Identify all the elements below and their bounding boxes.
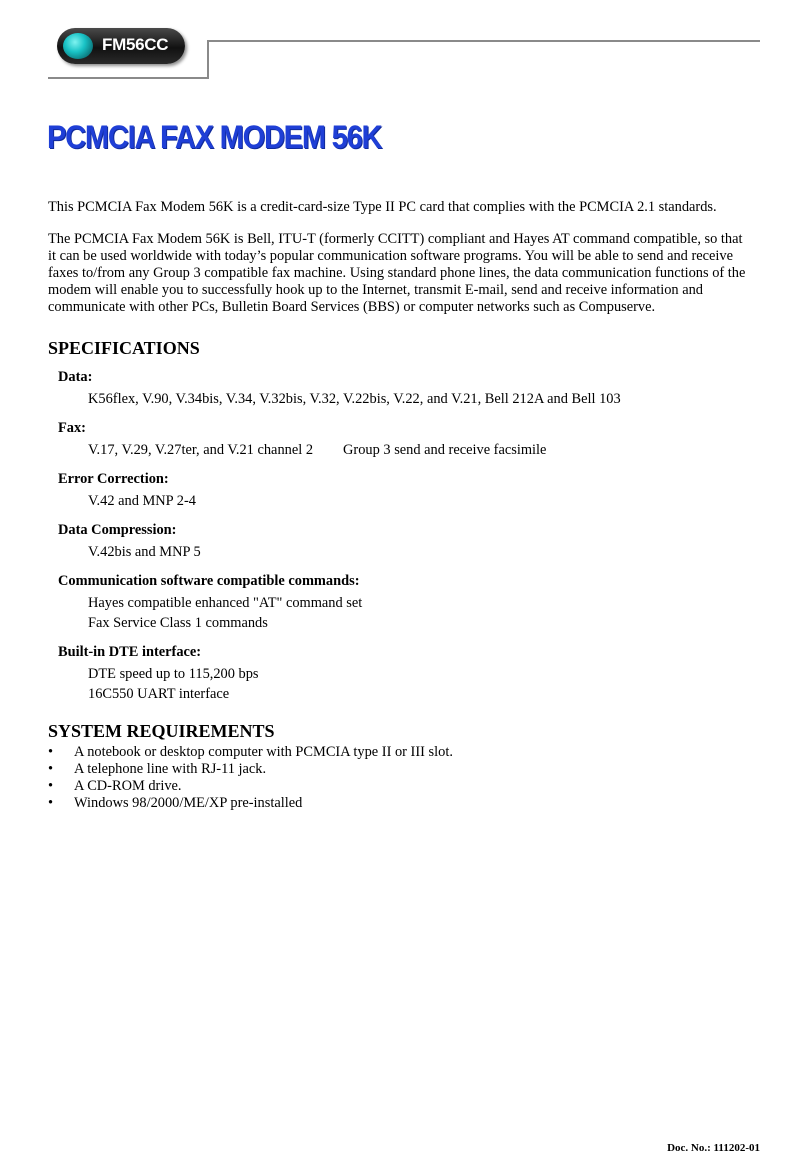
spec-label: Fax: (58, 420, 86, 436)
document-body (48, 199, 748, 812)
spec-fax (48, 420, 748, 459)
requirements-list (48, 744, 748, 812)
requirement-text: Windows 98/2000/ME/XP pre-installed (74, 795, 303, 811)
list-item (48, 744, 748, 761)
badge-dot-icon (63, 33, 93, 59)
spec-data-compression (48, 522, 748, 561)
spec-value: V.42bis and MNP 5 (88, 544, 201, 560)
list-item (48, 778, 748, 795)
spec-value-row (88, 442, 748, 459)
requirement-text: A telephone line with RJ-11 jack. (74, 761, 267, 777)
product-badge (57, 28, 185, 64)
requirement-text: A CD-ROM drive. (74, 778, 182, 794)
intro-paragraph: The PCMCIA Fax Modem 56K is Bell, ITU-T (formerly CCITT) compliant and Hayes AT command compatible, so that it can be used worldwide with today’s popular communication software programs. You will be able to send and receive faxes to/from any Group 3 compatible fax machine. Using standard phone lines, the data communication functions of the modem will enable you to successfully hook up to the Internet, transmit E-mail, send and receive information and communicate with other PCs, Bulletin Board Services (BBS) or computer networks such as Compuserve. (48, 231, 746, 315)
bullet-icon: • (48, 761, 54, 777)
spec-label: Error Correction: (58, 471, 169, 487)
spec-commands (48, 573, 748, 632)
spec-error-correction (48, 471, 748, 510)
spec-label: Data Compression: (58, 522, 177, 538)
spec-value: Fax Service Class 1 commands (88, 615, 268, 631)
spec-value: V.17, V.29, V.27ter, and V.21 channel 2 (88, 442, 314, 458)
spec-data (48, 369, 748, 408)
spec-value: DTE speed up to 115,200 bps (88, 666, 259, 682)
page-title: PCMCIA FAX MODEM 56K (47, 120, 382, 156)
bullet-icon: • (48, 795, 54, 811)
spec-value: Hayes compatible enhanced "AT" command set (88, 595, 363, 611)
spec-value: V.42 and MNP 2-4 (88, 493, 196, 509)
specifications-heading: SPECIFICATIONS (48, 338, 200, 358)
spec-value: K56flex, V.90, V.34bis, V.34, V.32bis, V.32, V.22bis, V.22, and V.21, Bell 212A and Bell 103 (88, 391, 621, 407)
bullet-icon: • (48, 744, 54, 760)
spec-label: Built-in DTE interface: (58, 644, 202, 660)
intro-paragraph: This PCMCIA Fax Modem 56K is a credit-card-size Type II PC card that complies with the PCMCIA 2.1 standards. (48, 199, 717, 215)
spec-label: Data: (58, 369, 93, 385)
document-number: Doc. No.: 111202-01 (667, 1142, 760, 1154)
list-item (48, 795, 748, 812)
bullet-icon: • (48, 778, 54, 794)
list-item (48, 761, 748, 778)
requirement-text: A notebook or desktop computer with PCMCIA type II or III slot. (74, 744, 453, 760)
spec-dte-interface (48, 644, 748, 703)
system-requirements-heading: SYSTEM REQUIREMENTS (48, 721, 275, 741)
header-rule-bottom (48, 77, 209, 79)
spec-value: 16C550 UART interface (88, 686, 230, 702)
header-rule-top (208, 40, 760, 42)
spec-value: Group 3 send and receive facsimile (343, 442, 547, 458)
badge-label: FM56CC (102, 35, 169, 54)
spec-label: Communication software compatible commands: (58, 573, 360, 589)
header-rule-left (207, 40, 209, 79)
